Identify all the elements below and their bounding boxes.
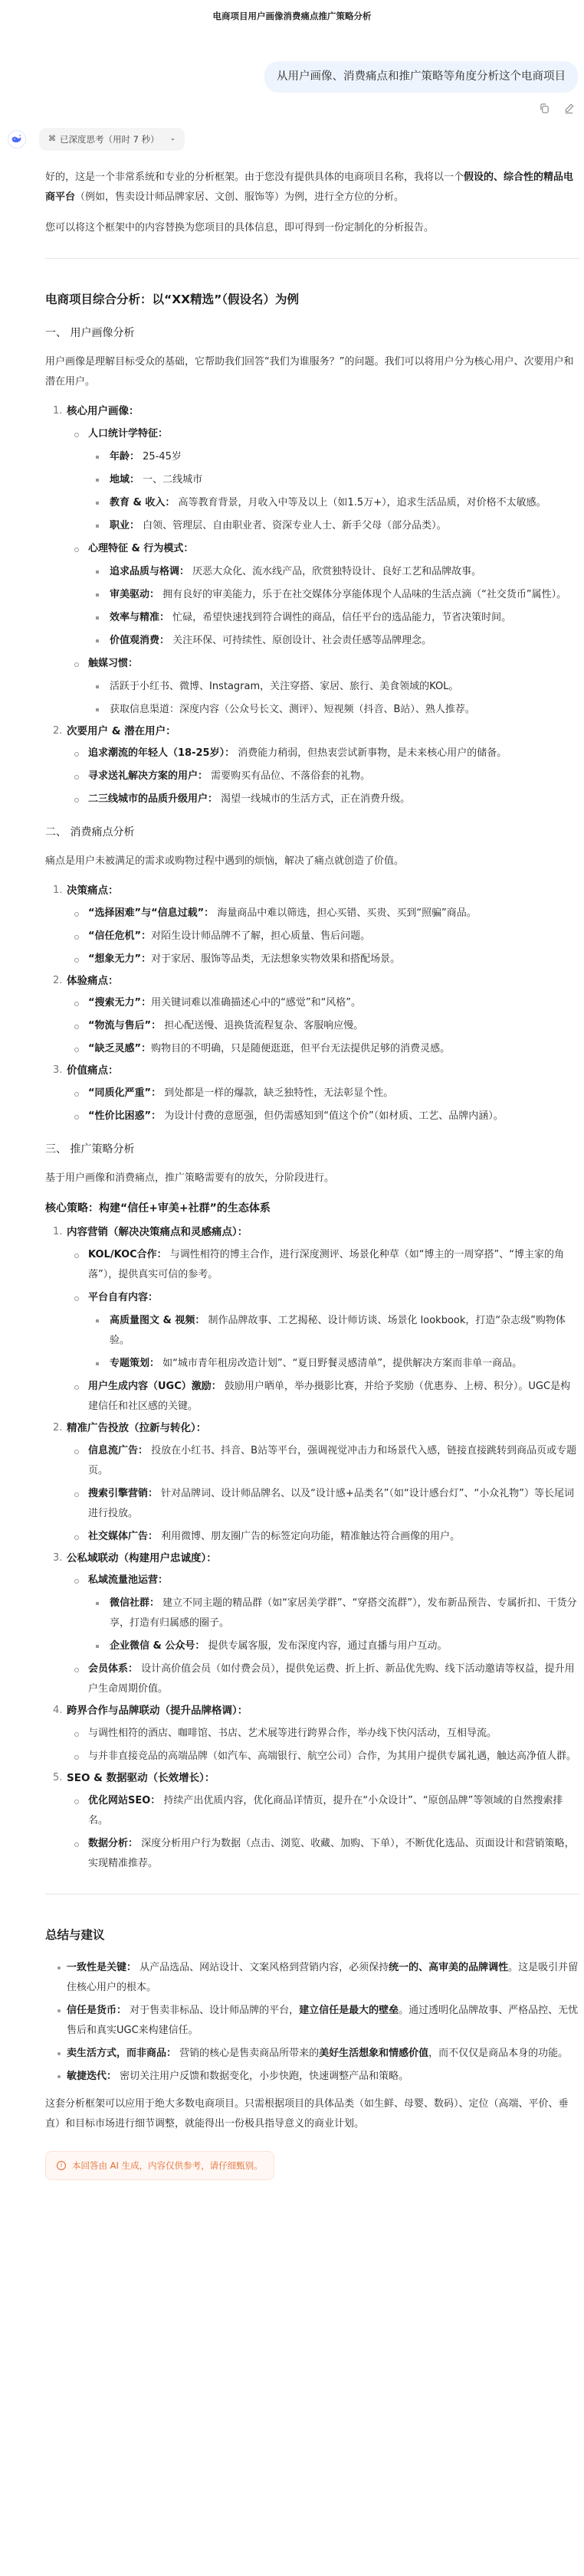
list-item (80, 904, 579, 924)
item-number: 2. (53, 974, 63, 986)
text: 渴望一线城市的生活方式，正在消费升级。 (218, 793, 411, 806)
bold-text: 会员体系： (88, 1663, 139, 1675)
numbered-item (53, 1702, 579, 1767)
text: 消费能力稍弱，但热衷尝试新事物，是未来核心用户的储备。 (235, 747, 507, 760)
item-heading: 内容营销（解决决策痛点和灵感痛点）： (67, 1226, 248, 1239)
item-number: 1. (53, 884, 63, 896)
list-item (80, 927, 579, 946)
assistant-avatar (8, 130, 26, 149)
bold-text: KOL/KOC合作： (88, 1248, 167, 1260)
item-heading: 次要用户 & 潜在用户： (67, 724, 176, 737)
analysis-title: 电商项目综合分析：以“XX精选”（假设名）为例 (45, 293, 300, 307)
bullet-list (67, 993, 579, 1059)
copy-icon[interactable] (538, 102, 550, 114)
bold-text: 数据分析： (88, 1837, 139, 1849)
text: 从产品选品、网站设计、文案风格到营销内容，必须保持 (136, 1961, 389, 1973)
deep-think-icon: ⌘ (48, 135, 55, 144)
bold-text: 心理特征 & 行为模式： (88, 542, 194, 554)
assistant-header (0, 114, 584, 151)
item-number: 4. (53, 1705, 63, 1717)
section-intro: 用户画像是理解目标受众的基础，它帮助我们回答“我们为谁服务？”的问题。我们可以将用户分为核心用户、次要用户和潜在用户。 (45, 355, 574, 387)
bullet-list (88, 562, 579, 651)
text: 设计高价值会员（如付费会员），提供免运费、折上折、新品优先购、线下活动邀请等权益，提升用户生命周期价值。 (88, 1663, 575, 1695)
section-heading: 三、 推广策略分析 (45, 1143, 135, 1156)
item-number: 1. (53, 404, 63, 417)
item-heading: 体验痛点： (67, 974, 119, 987)
text: 对于售卖非标品、设计师品牌的平台， (126, 2004, 300, 2016)
list-item (102, 585, 579, 605)
bullet-list (67, 1084, 579, 1126)
analysis-sections (45, 324, 579, 1874)
text: 需要购买有品位、不落俗套的礼物。 (208, 770, 371, 783)
section-heading: 一、 用户画像分析 (45, 327, 135, 340)
intro-paragraph (45, 168, 579, 208)
bullet-list (88, 1311, 579, 1374)
text: 25-45岁 (139, 450, 182, 463)
bold-text: 地域： (110, 473, 140, 485)
text: ，而不仅仅是商品本身的功能。 (428, 2047, 569, 2059)
bold-text: 平台自有内容： (88, 1291, 159, 1303)
item-heading: 精准广告投放（拉新与转化）： (67, 1421, 207, 1434)
bullet-list (88, 677, 579, 720)
list-item (80, 1527, 579, 1547)
item-heading: 价值痛点： (67, 1064, 119, 1077)
list-item (80, 1571, 579, 1656)
text: 担心配送慢、退换货流程复杂、客服响应慢。 (161, 1020, 364, 1032)
numbered-item (53, 1062, 579, 1126)
text: 营销的核心是售卖商品所带来的 (176, 2047, 320, 2059)
text: 制作品牌故事、工艺揭秘、设计师访谈、场景化 lookbook，打造“杂志级”购物体验。 (110, 1314, 566, 1346)
bold-text: 统一的、高审美的品牌调性 (389, 1961, 509, 1973)
bold-text: 审美驱动： (110, 588, 160, 600)
bold-text: “搜索无力”： (88, 997, 152, 1009)
list-item (102, 1594, 579, 1633)
text: 活跃于小红书、微博、Instagram，关注穿搭、家居、旅行、美食领域的KOL。 (110, 680, 459, 692)
text: 与调性相符的酒店、咖啡馆、书店、艺术展等进行跨界合作，举办线下快闪活动，互相导流。 (88, 1728, 497, 1740)
bold-text: 效率与精准： (110, 611, 170, 623)
numbered-item (53, 403, 579, 720)
bold-text: 人口统计学特征： (88, 427, 169, 440)
core-strategy-heading: 核心策略：构建“信任+审美+社群”的生态体系 (45, 1201, 271, 1214)
list-item (80, 767, 579, 786)
numbered-item (53, 1550, 579, 1700)
text: 鼓励用户晒单，举办摄影比赛，并给予奖励（优惠券、上榜、积分）。UGC是构建信任和社区感的关键。 (88, 1380, 571, 1412)
text: 白领、管理层、自由职业者、资深专业人士、新手父母（部分品类）。 (139, 519, 447, 531)
list-item (80, 424, 579, 536)
section-intro: 基于用户画像和消费痛点，推广策略需要有的放矢，分阶段进行。 (45, 1172, 335, 1184)
bold-text: 职业： (110, 519, 140, 531)
text: 。这是吸引并留住核心用户的根本。 (67, 1961, 579, 1993)
list-item (102, 700, 579, 720)
list-item (80, 789, 579, 809)
bold-text: 用户生成内容（UGC）激励： (88, 1380, 221, 1392)
text: 。通过透明化品牌故事、严格品控、无忧售后和真实UGC来构建信任。 (67, 2004, 579, 2036)
summary-title: 总结与建议 (45, 1927, 105, 1942)
item-number: 2. (53, 1421, 63, 1433)
list-item (80, 1016, 579, 1036)
text: 对陌生设计师品牌不了解，担心质量、售后问题。 (151, 930, 371, 942)
bold-text: “信任危机”： (88, 930, 152, 942)
section-heading: 二、 消费痛点分析 (45, 826, 135, 839)
list-item (102, 608, 579, 628)
text: 拥有良好的审美能力，乐于在社交媒体分享能体现个人品味的生活点滴（“社交货币”属性）。 (159, 588, 567, 600)
list-item (80, 993, 579, 1013)
deep-thinking-toggle[interactable] (39, 128, 185, 151)
numbered-list (45, 882, 579, 1126)
edit-icon[interactable] (563, 102, 575, 114)
bold-text: 企业微信 & 公众号： (110, 1640, 205, 1652)
item-heading: 跨界合作与品牌联动（提升品牌格调）： (67, 1705, 248, 1718)
bold-text: 假设的、综合性的精品电商平台 (45, 172, 574, 204)
bold-text: 追求品质与格调： (110, 565, 190, 577)
list-item (102, 447, 579, 467)
bold-text: 社交媒体广告： (88, 1530, 159, 1542)
bold-text: “选择困难”与“信息过载”： (88, 907, 215, 919)
list-item (80, 1724, 579, 1744)
list-item (102, 562, 579, 582)
bold-text: 一致性是关键： (67, 1961, 137, 1973)
bold-text: 信任是货币： (67, 2004, 127, 2016)
text: 如“城市青年租房改造计划”、“夏日野餐灵感清单”，提供解决方案而非单一商品。 (159, 1357, 523, 1369)
deep-thinking-label: 已深度思考（用时 7 秒） (60, 134, 159, 145)
bullet-list (67, 1571, 579, 1699)
numbered-item (53, 723, 579, 810)
bold-text: 价值观消费： (110, 634, 170, 646)
bold-text: 优化网站SEO： (88, 1794, 161, 1806)
numbered-item (53, 1770, 579, 1874)
text: 一、二线城市 (139, 473, 203, 485)
summary-item (67, 2067, 579, 2087)
bold-text: 二三线城市的品质升级用户： (88, 793, 218, 806)
list-item (102, 1354, 579, 1374)
text: 您可以将这个框架中的内容替换为您项目的具体信息，即可得到一份定制化的分析报告。 (45, 222, 435, 234)
bold-text: 教育 & 收入： (110, 496, 176, 508)
text: 到处都是一样的爆款，缺乏独特性，无法彰显个性。 (161, 1087, 394, 1100)
list-item (80, 1039, 579, 1059)
bold-text: 专题策划： (110, 1357, 160, 1369)
list-item (102, 631, 579, 651)
summary-list (45, 1958, 579, 2087)
bold-text: 高质量图文 & 视频： (110, 1314, 205, 1326)
text: （例如，售卖设计师品牌家居、文创、服饰等）为例，进行全方位的分析。 (75, 191, 405, 204)
summary-item (67, 2001, 579, 2041)
bold-text: 美好生活想象和情感价值 (319, 2047, 429, 2059)
list-item (102, 1636, 579, 1656)
list-item (80, 1441, 579, 1481)
list-item (102, 677, 579, 697)
bold-text: 触媒习惯： (88, 657, 139, 669)
text: 高等教育背景，月收入中等及以上（如1.5万+），追求生活品质，对价格不太敏感。 (175, 496, 546, 508)
numbered-list (45, 403, 579, 810)
bullet-list (67, 1245, 579, 1417)
bold-text: “性价比困惑”： (88, 1110, 162, 1123)
item-heading: 公私域联动（构建用户忠诚度）： (67, 1551, 217, 1564)
item-number: 5. (53, 1772, 63, 1784)
list-item (80, 1747, 579, 1767)
disclaimer-text: 本回答由 AI 生成，内容仅供参考，请仔细甄别。 (72, 2159, 263, 2171)
text: 忙碌，希望快速找到符合调性的商品，信任平台的选品能力，节省决策时间。 (169, 611, 512, 623)
text: 购物目的不明确，只是随便逛逛，但平台无法提供足够的消费灵感。 (151, 1043, 451, 1055)
bullet-list (88, 1594, 579, 1656)
bold-text: 信息流广告： (88, 1444, 149, 1456)
list-item (80, 950, 579, 969)
text: 提供专属客服，发布深度内容，通过直播与用户互动。 (205, 1640, 448, 1652)
closing-paragraph: 这套分析框架可以应用于绝大多数电商项目。只需根据项目的具体品类（如生鲜、母婴、数码）、定位（高端、平价、垂直）和目标市场进行细节调整，就能得出一份极具指导意义的商业计划。 (45, 2097, 569, 2130)
bold-text: 追求潮流的年轻人（18-25岁）： (88, 747, 235, 760)
ai-disclaimer (45, 2151, 274, 2180)
bold-text: 卖生活方式，而非商品： (67, 2047, 177, 2059)
whale-logo-icon (11, 133, 23, 145)
section-intro: 痛点是用户未被满足的需求或购物过程中遇到的烦恼，解决了痛点就创造了价值。 (45, 855, 405, 867)
bold-text: 敏捷迭代： (67, 2070, 117, 2082)
info-icon: i (57, 2161, 66, 2170)
bold-text: “物流与售后”： (88, 1020, 162, 1032)
list-item (80, 654, 579, 720)
text: 密切关注用户反馈和数据变化，小步快跑，快速调整产品和策略。 (116, 2070, 409, 2082)
summary-item (67, 2044, 579, 2064)
text: 投放在小红书、抖音、B站等平台，强调视觉冲击力和场景代入感，链接直接跳转到商品页或专题页。 (88, 1444, 577, 1476)
list-item (80, 1377, 579, 1417)
user-message-bubble: 从用户画像、消费痛点和推广策略等角度分析这个电商项目 (264, 61, 578, 93)
list-item (102, 516, 579, 536)
conversation-title: 电商项目用户画像消费痛点推广策略分析 (212, 10, 372, 21)
list-item (80, 1288, 579, 1374)
bullet-list (67, 1441, 579, 1547)
item-heading: 决策痛点： (67, 884, 119, 897)
user-message-actions (0, 93, 584, 114)
item-number: 3. (53, 1551, 63, 1564)
bold-text: 私域流量池运营： (88, 1574, 169, 1587)
bold-text: “同质化严重”： (88, 1087, 162, 1100)
list-item (80, 1834, 579, 1874)
list-item (80, 1791, 579, 1831)
text: 海量商品中难以筛选，担心买错、买贵、买到“照骗”商品。 (214, 907, 477, 919)
summary-item (67, 1958, 579, 1998)
text: 与调性相符的博主合作，进行深度测评、场景化种草（如“博主的一周穿搭”、“博主家的角落”），提供真实可信的参考。 (88, 1248, 564, 1280)
list-item (80, 744, 579, 763)
numbered-item (53, 973, 579, 1060)
bold-text: 年龄： (110, 450, 140, 463)
numbered-item (53, 1224, 579, 1417)
intro-paragraph (45, 218, 579, 238)
list-item (80, 1245, 579, 1285)
bullet-list (67, 1724, 579, 1767)
chevron-down-icon: ⌄ (169, 135, 176, 143)
text: 深度分析用户行为数据（点击、浏览、收藏、加购、下单），不断优化选品、页面设计和营销策略，实现精准推荐。 (88, 1837, 575, 1869)
bold-text: “缺乏灵感”： (88, 1043, 152, 1055)
bold-text: “想象无力”： (88, 953, 152, 965)
item-heading: SEO & 数据驱动（长效增长）： (67, 1772, 215, 1785)
text: 对于家居、服饰等品类，无法想象实物效果和搭配场景。 (151, 953, 401, 965)
text: 建立不同主题的精品群（如“家居美学群”、“穿搭交流群”），发布新品预告、专属折扣、干货分享，打造有归属感的圈子。 (110, 1597, 577, 1630)
list-item (80, 1484, 579, 1524)
bold-text: 建立信任是最大的壁垒 (299, 2004, 399, 2016)
bold-text: 寻求送礼解决方案的用户： (88, 770, 208, 783)
text: 用关键词难以准确描述心中的“感觉”和“风格”。 (151, 997, 362, 1009)
text: 关注环保、可持续性、原创设计、社会责任感等品牌理念。 (169, 634, 432, 646)
text: 厌恶大众化、流水线产品，欣赏独特设计、良好工艺和品牌故事。 (189, 565, 482, 577)
bold-text: 微信社群： (110, 1597, 160, 1610)
bullet-list (88, 447, 579, 536)
text: 利用微博、朋友圈广告的标签定向功能，精准触达符合画像的用户。 (158, 1530, 461, 1542)
user-message-row (0, 31, 584, 93)
bullet-list (67, 1791, 579, 1874)
text: 为设计付费的意愿强，但仍需感知到“值这个价”（如材质、工艺、品牌内涵）。 (161, 1110, 504, 1123)
item-number: 3. (53, 1064, 63, 1077)
text: 针对品牌词、设计师品牌名、以及“设计感+品类名”（如“设计感台灯”、“小众礼物”）等长尾词进行投放。 (88, 1487, 574, 1519)
bold-text: 搜索引擎营销： (88, 1487, 159, 1499)
item-number: 1. (53, 1226, 63, 1238)
list-item (80, 1659, 579, 1699)
numbered-item (53, 1420, 579, 1547)
list-item (102, 1311, 579, 1351)
item-heading: 核心用户画像： (67, 404, 139, 417)
text: 好的，这是一个非常系统和专业的分析框架。由于您没有提供具体的电商项目名称，我将以一个 (45, 172, 464, 184)
bullet-list (67, 424, 579, 720)
bullet-list (67, 744, 579, 809)
divider (45, 258, 579, 259)
numbered-list (45, 1224, 579, 1874)
bullet-list (67, 904, 579, 969)
list-item (80, 1107, 579, 1126)
list-item (80, 1084, 579, 1103)
item-number: 2. (53, 724, 63, 737)
text: 获取信息渠道：深度内容（公众号长文、测评）、短视频（抖音、B站）、熟人推荐。 (110, 703, 475, 715)
numbered-item (53, 882, 579, 969)
list-item (102, 493, 579, 513)
list-item (102, 470, 579, 490)
answer-intro (45, 168, 579, 238)
assistant-answer (0, 151, 584, 2180)
text: 持续产出优质内容，优化商品详情页，提升在“小众设计”、“原创品牌”等领域的自然搜索排名。 (88, 1794, 563, 1826)
list-item (80, 539, 579, 651)
text: 与并非直接竞品的高端品牌（如汽车、高端银行、航空公司）合作，为其用户提供专属礼遇，触达高净值人群。 (88, 1751, 577, 1763)
